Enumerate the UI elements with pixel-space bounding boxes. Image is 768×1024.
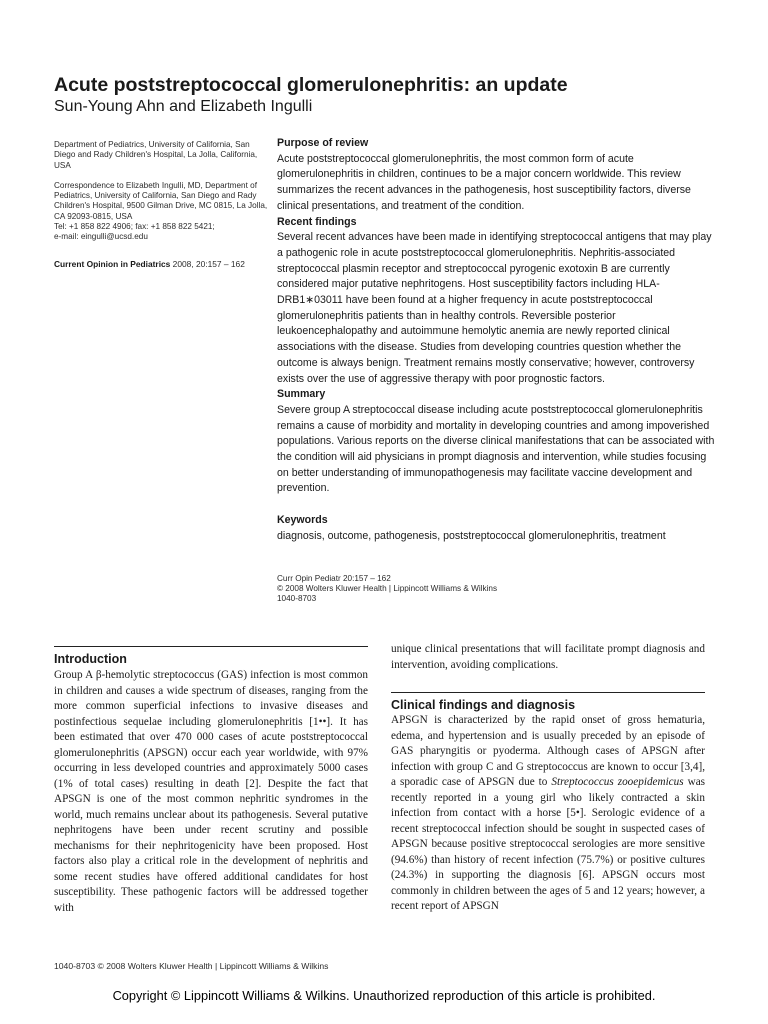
citation-block xyxy=(277,574,717,603)
findings-heading: Recent findings xyxy=(277,215,357,228)
citation-journal: Curr Opin Pediatr 20:157 – 162 xyxy=(277,574,391,583)
citation-issn: 1040-8703 xyxy=(277,593,317,603)
clinical-text-before: APSGN is characterized by the rapid onset of gross hematuria, edema, and hypertension and is usually preceded by an episode of GAS pharyngitis or pyoderma. Although cases of APSGN after infection with group C and G streptococcus are known to occur [3,4], a sporadic case of APSGN due to xyxy=(391,714,705,788)
affiliation-column xyxy=(54,140,268,279)
clinical-findings-heading: Clinical findings and diagnosis xyxy=(391,698,576,712)
page-footer: 1040-8703 © 2008 Wolters Kluwer Health | Lippincott Williams & Wilkins xyxy=(54,961,329,971)
clinical-findings-paragraph xyxy=(391,713,705,915)
organism-name: Streptococcus zooepidemicus xyxy=(551,776,684,788)
article-authors: Sun-Young Ahn and Elizabeth Ingulli xyxy=(54,98,313,115)
journal-name: Current Opinion in Pediatrics xyxy=(54,258,171,269)
introduction-body xyxy=(54,668,368,916)
article-title: Acute poststreptococcal glomerulonephritis: an update xyxy=(54,74,568,96)
clinical-text-after: was recently reported in a young girl who likely contracted a skin infection from contact with a horse [5•]. Serologic evidence of a recent streptococcal infection should be sought in suspected cases of APSGN because positive streptococcal serologies are more sensitive (94.6%) than history of recent infection (75.7%) or positive cultures (24.3%) in supporting the diagnosis [6]. APSGN occurs most commonly in children between the ages of 5 and 12 years; however, a recent report of APSGN xyxy=(391,776,706,912)
introduction-paragraph: Group A β-hemolytic streptococcus (GAS) infection is most common in children and causes a wide spectrum of diseases, ranging from the more common superficial infections to invasive diseases and postinfectious sequelae including glomerulonephritis [1••]. It has been estimated that over 470 000 cases of acute poststreptococcal glomerulonephritis (APSGN) occur each year worldwide, with 97% occurring in less developed countries and approximately 5000 cases (1% of total cases) resulting in death [2]. Despite the fact that APSGN is one of the most common nephritic syndromes in the world, much remains unclear about its pathogenesis. Several putative nephritogens have been under recent scrutiny and possible mechanisms for their nephritogenicity have been proposed. Host factors also play a critical role in the development of nephritis and some recent studies have offered additional candidates for host susceptibility. These pathogenic factors will be addressed together with xyxy=(54,669,368,914)
copyright-notice: Copyright © Lippincott Williams & Wilkins. Unauthorized reproduction of this article is prohibited. xyxy=(112,988,656,1003)
section-divider-left xyxy=(54,646,368,647)
purpose-heading: Purpose of review xyxy=(277,137,369,149)
keywords-text: diagnosis, outcome, pathogenesis, poststreptococcal glomerulonephritis, treatment xyxy=(277,529,666,542)
citation-copyright: © 2008 Wolters Kluwer Health | Lippincott Williams & Wilkins xyxy=(277,583,498,593)
findings-text: Several recent advances have been made in identifying streptococcal antigens that may play a pathogenic role in acute poststreptococcal glomerulonephritis. Nephritis-associated streptococcal plasmin receptor and streptococcal pyrogenic exotoxin B are currently considered major putative nephritogens. Host susceptibility factors including HLA-DRB1∗03011 have been found at a higher frequency in acute poststreptococcal glomerulonephritis patients than in healthy controls. Reversible posterior leukoencephalopathy and autoimmune hemolytic anemia are newly reported clinical associations with the disease. Studies from developing countries question whether the outcome is always benign. Treatment remains mostly conservative; however, controversy exists over the use of aggressive therapy with poor prognostic factors. xyxy=(277,231,712,385)
introduction-continued xyxy=(391,642,705,673)
introduction-heading: Introduction xyxy=(54,652,127,666)
purpose-text: Acute poststreptococcal glomerulonephritis, the most common form of acute glomerulonephritis in children, continues to be a major concern worldwide. This review summarizes the recent advances in the pathogenesis, host susceptibility factors, diverse clinical presentations, and treatment of the condition. xyxy=(277,152,691,212)
clinical-findings-body xyxy=(391,713,705,915)
introduction-paragraph-continued: unique clinical presentations that will facilitate prompt diagnosis and intervention, avoiding complications. xyxy=(391,643,705,671)
summary-text: Severe group A streptococcal disease including acute poststreptococcal glomerulonephritis remains a cause of morbidity and mortality in developing countries and among impoverished populations. Various reports on the diverse clinical manifestations that can be associated with the condition will aid physicians in prompt diagnosis and intervention, while studies focusing on better understanding of immunopathogenesis may facilitate vaccine development and prevention. xyxy=(277,403,715,495)
affiliation-department: Department of Pediatrics, University of California, San Diego and Rady Children's Hospital, La Jolla, California, USA xyxy=(54,140,258,170)
correspondence-phone: Tel: +1 858 822 4906; fax: +1 858 822 5421; xyxy=(54,222,215,232)
correspondence-email[interactable]: e-mail: eingulli@ucsd.edu xyxy=(54,232,148,242)
journal-reference xyxy=(54,259,268,269)
keywords-heading: Keywords xyxy=(277,514,328,527)
journal-volume: 2008, 20:157 – 162 xyxy=(172,258,245,269)
abstract xyxy=(277,136,717,545)
section-divider-right xyxy=(391,692,705,693)
correspondence-address: Correspondence to Elizabeth Ingulli, MD, Department of Pediatrics, University of California, San Diego and Rady Children's Hospital, 9500 Gilman Drive, MC 0815, La Jolla, CA 92093-0815, USA xyxy=(54,180,268,221)
affiliation-correspondence xyxy=(54,181,268,243)
summary-heading: Summary xyxy=(277,388,326,401)
